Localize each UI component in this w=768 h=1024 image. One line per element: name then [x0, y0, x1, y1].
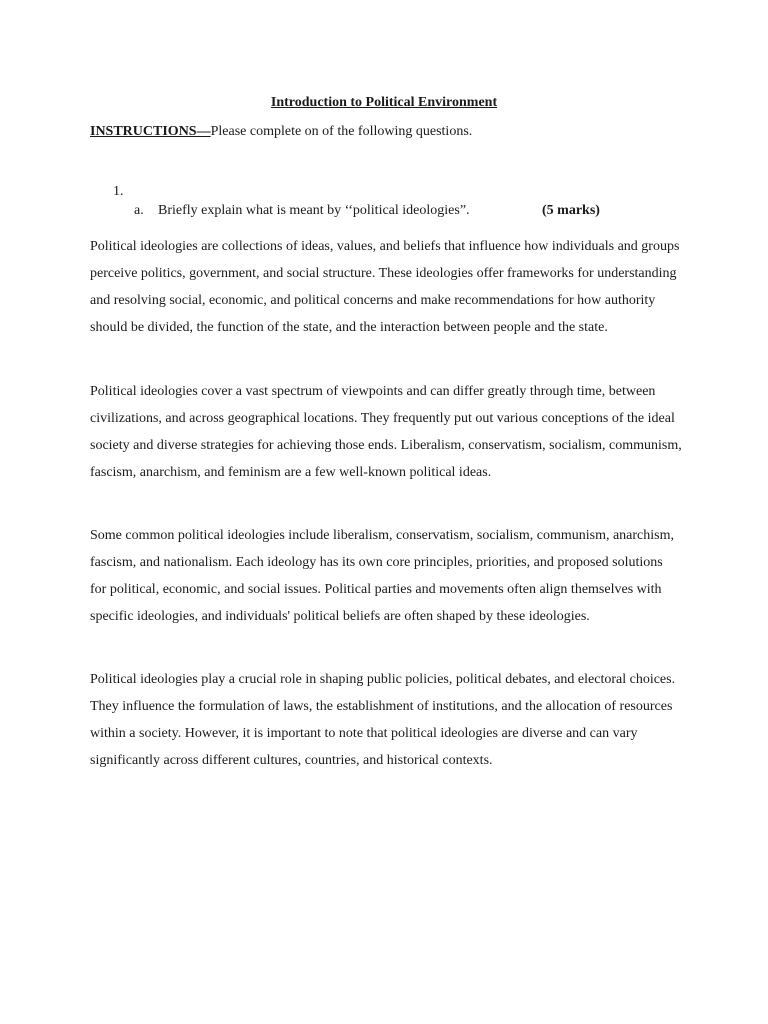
sub-question	[134, 202, 614, 220]
answer-paragraph-2: Political ideologies cover a vast spectrum of viewpoints and can differ greatly through time, between civilizations, and across geographical locations. They frequently put out various conceptions of the ideal society and diverse strategies for achieving those ends. Liberalism, conservatism, socialism, communism, fascism, anarchism, and feminism are a few well-known political ideas.	[90, 384, 682, 480]
sub-question-letter: a.	[134, 203, 144, 218]
answer-paragraph-1: Political ideologies are collections of ideas, values, and beliefs that influence how individuals and groups perceive politics, government, and social structure. These ideologies offer frameworks for understanding and resolving social, economic, and political concerns and make recommendations for how authority should be divided, the function of the state, and the interaction between people and the state.	[90, 239, 680, 335]
sub-question-text: Briefly explain what is meant by ‘‘political ideologies”.	[158, 203, 470, 218]
document-title: Introduction to Political Environment	[270, 95, 498, 110]
sub-question-marks: (5 marks)	[542, 203, 600, 218]
answer-paragraph-3: Some common political ideologies include liberalism, conservatism, socialism, communism, anarchism, fascism, and nationalism. Each ideology has its own core principles, priorities, and proposed solutions for political, economic, and social issues. Political parties and movements often align themselves with specific ideologies, and individuals' political beliefs are often shaped by these ideologies.	[90, 528, 675, 624]
instructions-line	[90, 123, 472, 141]
answer-paragraph-4: Political ideologies play a crucial role in shaping public policies, political debates, and electoral choices. They influence the formulation of laws, the establishment of institutions, and the allocation of resources within a society. However, it is important to note that political ideologies are diverse and can vary significantly across different cultures, countries, and historical contexts.	[90, 672, 676, 768]
instructions-text: Please complete on of the following questions.	[210, 124, 473, 139]
question-number: 1.	[113, 184, 124, 199]
instructions-label: INSTRUCTIONS—	[90, 124, 211, 139]
